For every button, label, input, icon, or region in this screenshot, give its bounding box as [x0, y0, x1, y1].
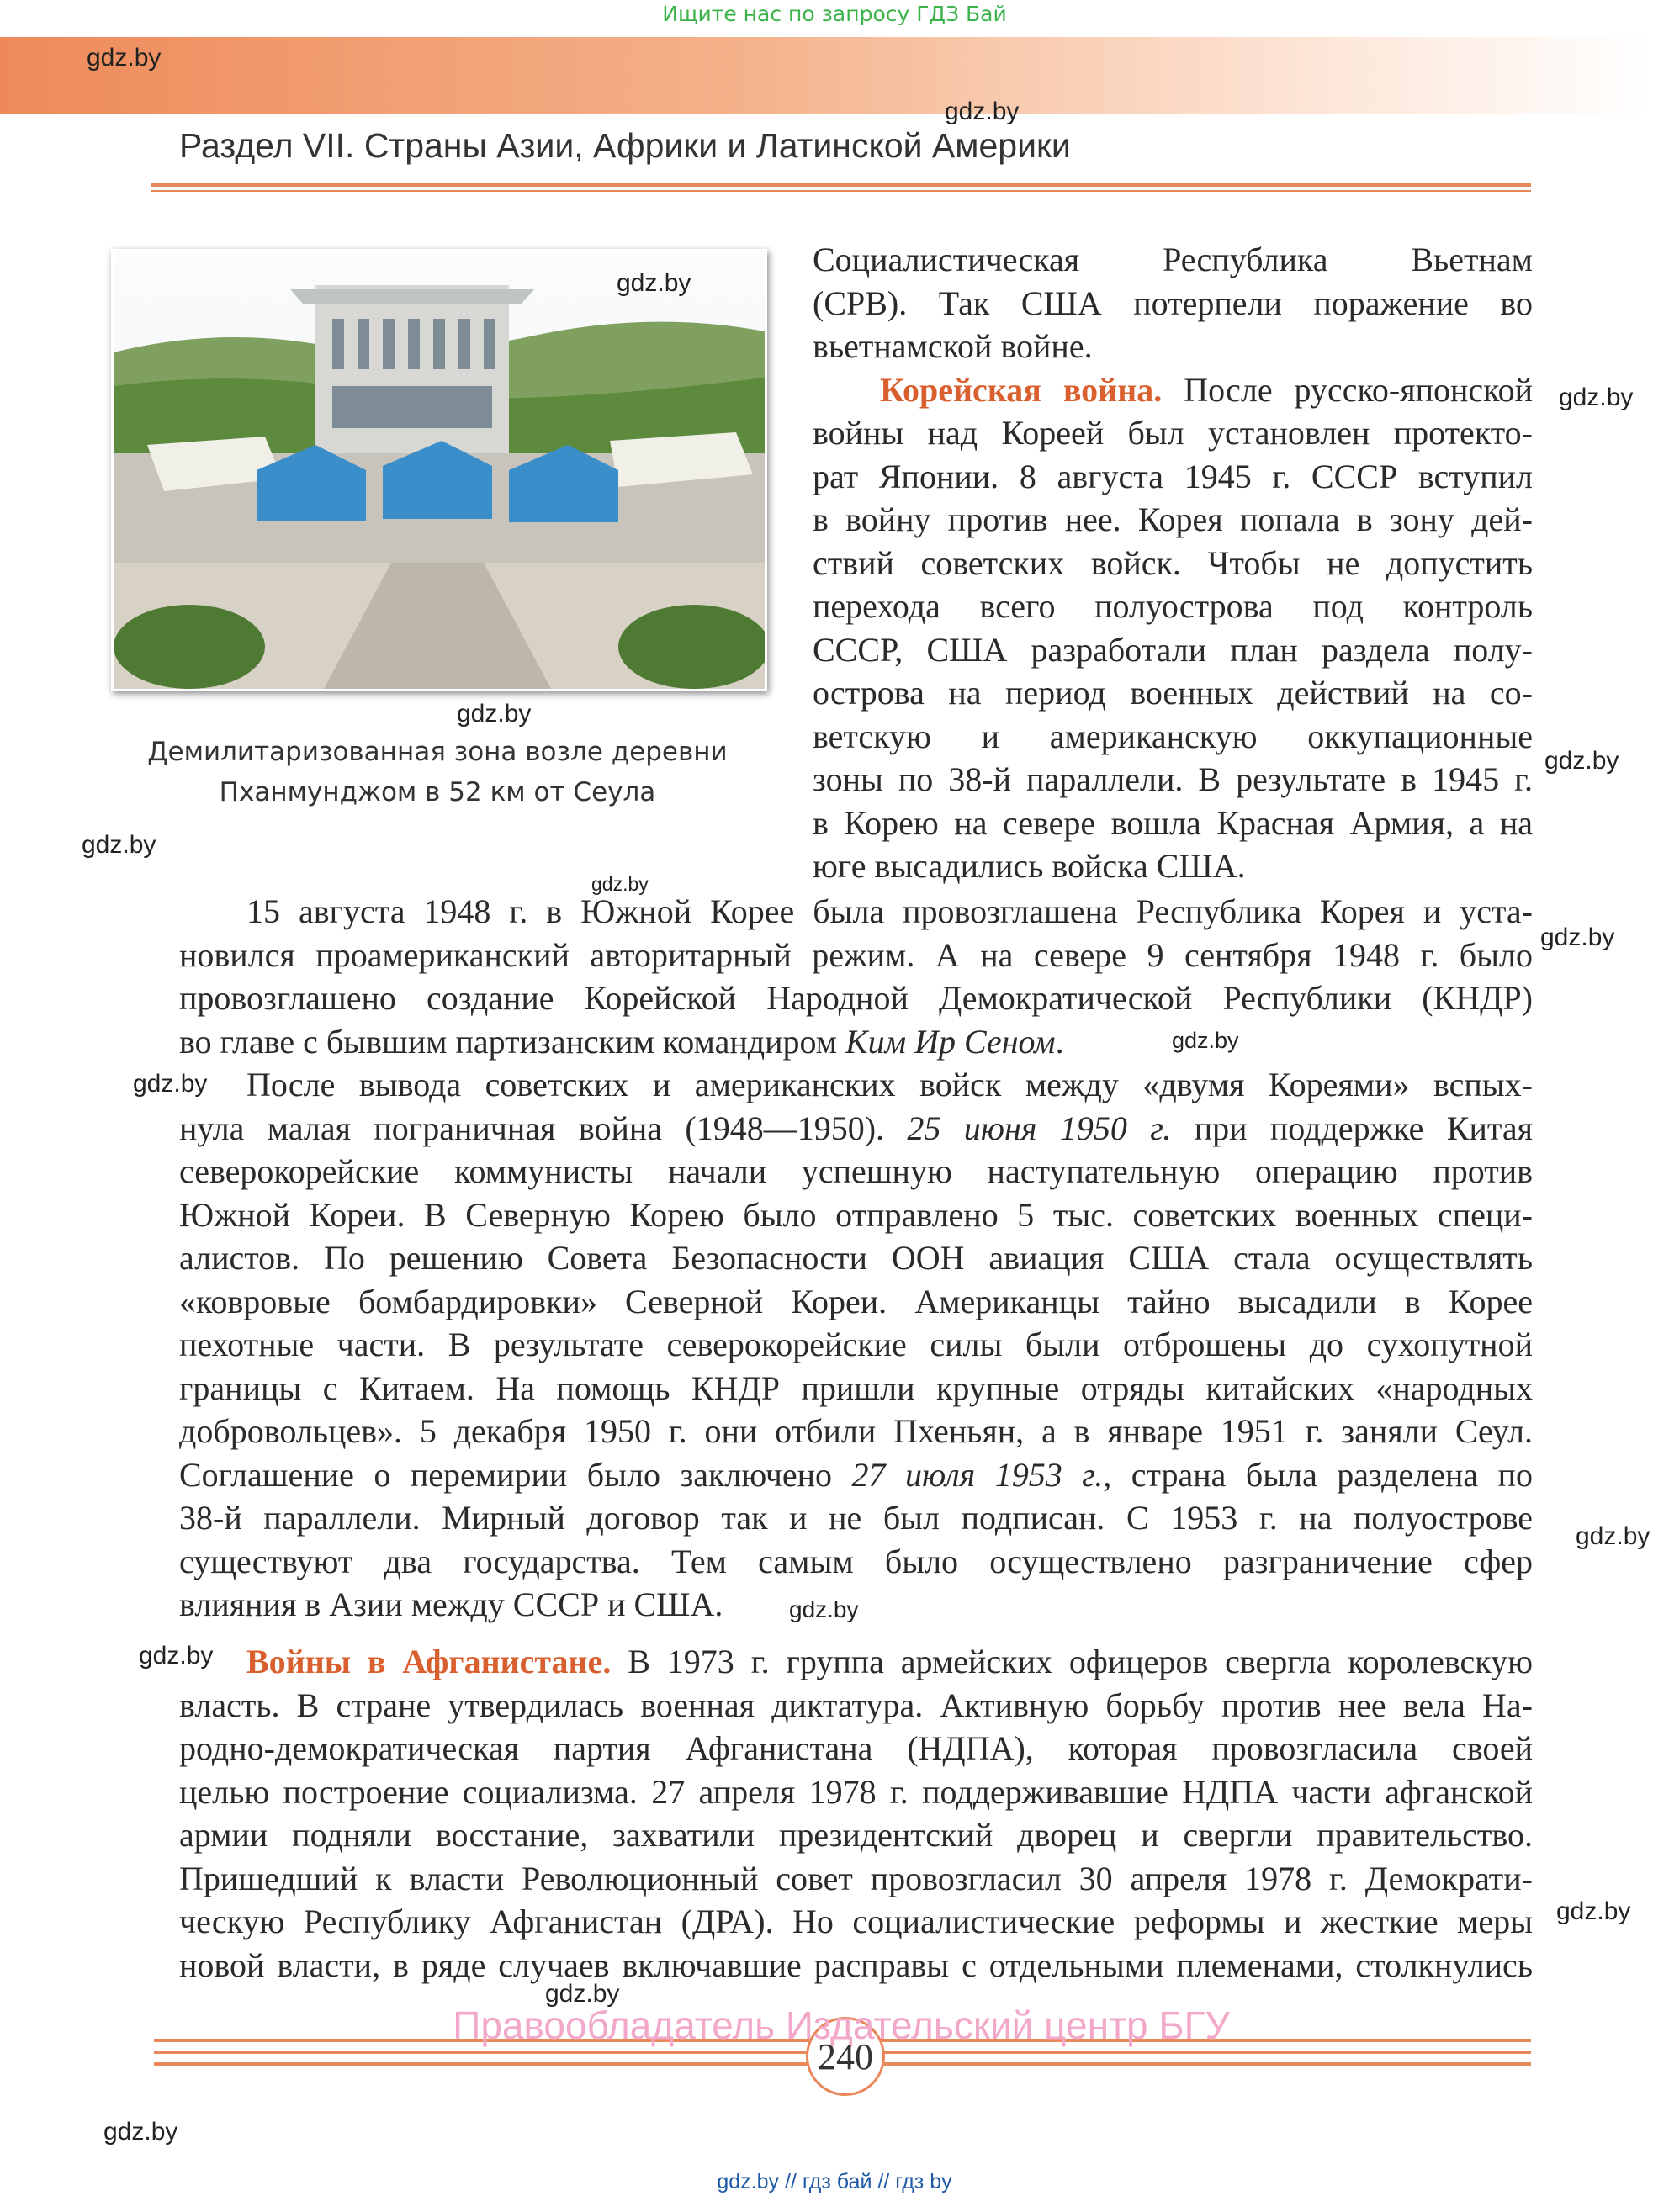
text-line: зоны по 38-й параллели. В результате в 1945 г. [813, 760, 1533, 798]
footer-links: gdz.by // гдз бай // гдз by [717, 2170, 952, 2193]
text-line: существуют два государства. Тем самым было осуществлено разграничение сфер [179, 1542, 1533, 1580]
section-title: Раздел VII. Страны Азии, Африки и Латинской Америки [179, 126, 1071, 165]
text-line: вьетнамской войне. [813, 327, 1093, 365]
text-line: родно-демократическая партия Афганистана (НДПА), которая провозгласила своей [179, 1729, 1533, 1767]
watermark: gdz.by [1540, 923, 1615, 951]
emphasis-date: 27 июля 1953 г. [851, 1455, 1104, 1494]
text-line: целью построение социализма. 27 апреля 1978 г. поддерживавшие НДПА части афганской [179, 1772, 1533, 1811]
text-line: алистов. По решению Совета Безопасности ООН авиация США стала осуществлять [179, 1239, 1533, 1277]
text-line: острова на период военных действий на со- [813, 674, 1533, 712]
watermark: gdz.by [82, 831, 156, 859]
text-line-part: , страна была разделена по [1103, 1455, 1533, 1494]
watermark: gdz.by [789, 1596, 859, 1622]
paragraph-3 [179, 1640, 1533, 1987]
paragraph-1 [179, 890, 1533, 1063]
text-line [179, 1107, 1533, 1151]
text-line: новился проамериканский авторитарный режим. А на севере 9 сентября 1948 г. было [179, 935, 1533, 974]
text-line: армии подняли восстание, захватили президентский дворец и свергли правительство. [179, 1816, 1533, 1854]
header-site-mark: gdz.by [87, 44, 162, 71]
text-line-part: После русско-японской [1184, 370, 1533, 409]
right-column-text [813, 238, 1533, 888]
text-line: северокорейские коммунисты начали успешную наступательную операцию против [179, 1152, 1533, 1190]
text-line: власть. В стране утвердилась военная диктатура. Активную борьбу против нее вела На- [179, 1685, 1533, 1724]
header-band [0, 37, 1650, 114]
watermark: gdz.by [103, 2118, 178, 2146]
text-line [179, 1020, 1533, 1064]
emphasis: Ким Ир Сеном [845, 1022, 1056, 1061]
text-line: новой власти, в ряде случаев включавшие расправы с отдельными племенами, столкнулись [179, 1945, 1533, 1984]
text-line-part: В 1973 г. группа армейских офицеров свергла королевскую [628, 1643, 1534, 1680]
text-line: границы с Китаем. На помощь КНДР пришли крупные отряды китайских «народных [179, 1368, 1533, 1407]
text-line: 38-й параллели. Мирный договор так и не был подписан. С 1953 г. на полуострове [179, 1499, 1533, 1537]
text-line-part: нула малая пограничная война (1948—1950). [179, 1109, 885, 1147]
watermark: gdz.by [1556, 1897, 1631, 1925]
watermark: gdz.by [139, 1642, 214, 1670]
caption-line: Демилитаризованная зона возле деревни [147, 737, 728, 767]
korean-war-heading: Корейская война. [880, 370, 1163, 409]
text-line: Пришедший к власти Революционный совет провозгласил 30 апреля 1978 г. Демократи- [179, 1859, 1533, 1897]
text-line: ствий советских войск. Чтобы не допустить [813, 543, 1533, 582]
text-line: 15 августа 1948 г. в Южной Корее была провозглашена Республика Корея и уста- [246, 892, 1533, 930]
afghan-heading: Войны в Афганистане. [246, 1643, 612, 1680]
text-line-part: во главе с бывшим партизанским командиром [179, 1022, 838, 1061]
emphasis-date: 25 июня 1950 г. [907, 1109, 1172, 1147]
dmz-photo-illustration [114, 251, 765, 689]
text-line: перехода всего полуострова под контроль [813, 587, 1533, 625]
rights-holder-watermark: Правообладатель Издательский центр БГУ [453, 2003, 1230, 2047]
text-line-part: . [1055, 1022, 1064, 1061]
top-banner: Ищите нас по запросу ГДЗ Бай [662, 2, 1007, 26]
text-line-part: при поддержке Китая [1194, 1109, 1534, 1147]
text-line: ческую Республику Афганистан (ДРА). Но социалистические реформы и жесткие меры [179, 1902, 1533, 1940]
watermark: gdz.by [617, 269, 691, 297]
text-line: рат Японии. 8 августа 1945 г. СССР вступил [813, 457, 1533, 495]
text-line: в войну против нее. Корея попала в зону дей- [813, 500, 1533, 538]
text-line: юге высадились войска США. [813, 847, 1246, 885]
dmz-photo [111, 249, 767, 691]
watermark: gdz.by [1544, 747, 1619, 775]
text-line: «ковровые бомбардировки» Северной Кореи. Американцы тайно высадили в Корее [179, 1282, 1533, 1320]
text-line: После вывода советских и американских войск между «двумя Кореями» вспых- [246, 1066, 1533, 1103]
text-line: СССР, США разработали план раздела полу- [813, 630, 1533, 669]
text-line: Социалистическая Республика Вьетнам [813, 241, 1533, 278]
text-line: влияния в Азии между СССР и США. [179, 1585, 723, 1623]
text-line [179, 1640, 1533, 1684]
text-line: провозглашено создание Корейской Народной Демократической Республики (КНДР) [179, 979, 1533, 1017]
watermark: gdz.by [545, 1980, 620, 2008]
text-line: пехотные части. В результате северокорейские силы были отброшены до сухопутной [179, 1326, 1533, 1363]
header-rule-thin [151, 190, 1531, 192]
watermark: gdz.by [945, 98, 1020, 125]
page-number: 240 [818, 2036, 873, 2077]
watermark: gdz.by [1576, 1522, 1650, 1550]
header-rule [151, 183, 1531, 187]
watermark: gdz.by [1559, 384, 1634, 411]
watermark: gdz.by [591, 873, 649, 895]
text-line: в Корею на севере вошла Красная Армия, а на [813, 803, 1533, 842]
text-line [813, 368, 1533, 412]
text-line-part: Соглашение о перемирии было заключено [179, 1455, 833, 1494]
watermark: gdz.by [133, 1070, 208, 1098]
paragraph-2 [179, 1063, 1533, 1627]
caption-line: Пханмунджом в 52 км от Сеула [219, 777, 656, 807]
text-line [179, 1453, 1533, 1497]
photo-caption [126, 732, 749, 812]
text-line: войны над Кореей был установлен протекто- [813, 414, 1533, 452]
text-line: ветскую и американскую оккупационные [813, 717, 1533, 755]
text-line: добровольцев». 5 декабря 1950 г. они отбили Пхеньян, а в январе 1951 г. заняли Сеул. [179, 1412, 1533, 1450]
watermark: gdz.by [1172, 1028, 1239, 1053]
watermark: gdz.by [457, 700, 532, 728]
text-line: (СРВ). Так США потерпели поражение во [813, 283, 1533, 322]
text-line: Южной Кореи. В Северную Корею было отправлено 5 тыс. советских военных специ- [179, 1195, 1533, 1234]
